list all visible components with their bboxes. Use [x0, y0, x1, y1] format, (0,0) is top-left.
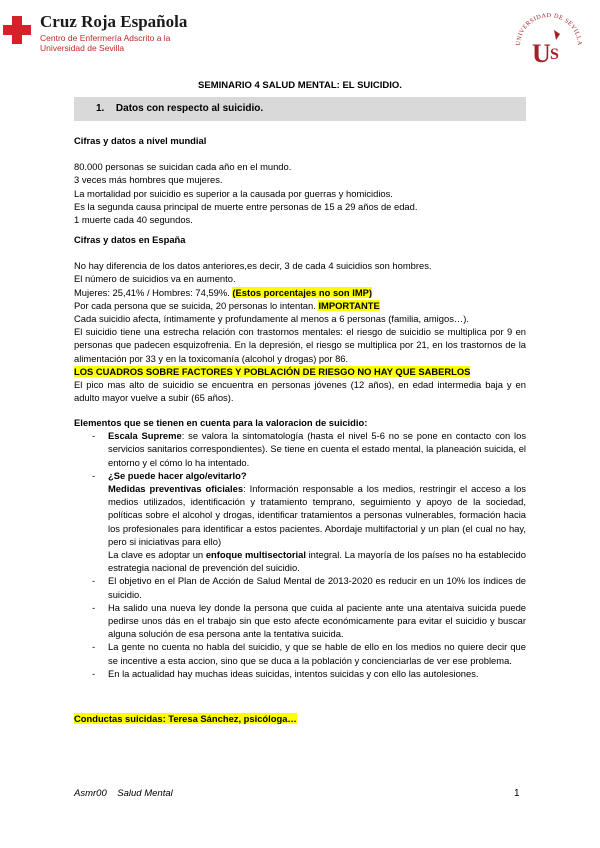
list-item: - El objetivo en el Plan de Acción de Salud Mental de 2013-2020 es reducir en un 10% los índices de suicidio. [92, 574, 526, 600]
spain-line: No hay diferencia de los datos anteriores,es decir, 3 de cada 4 suicidios son hombres. [74, 260, 432, 272]
document-title: SEMINARIO 4 SALUD MENTAL: EL SUICIDIO. [198, 80, 402, 91]
universidad-de-sevilla-logo [510, 6, 588, 68]
list-item: - Escala Supreme: se valora la sintomatología (hasta el nivel 5-6 no se pone en contacto con los servicios sanitarios correspondientes). Se tiene en cuenta el estado mental, la planeación suicida, el entorno y el cómo lo ha intentado. [92, 429, 526, 469]
list-item: - En la actualidad hay muchas ideas suicidas, intentos suicidas y con ello las autolesiones. [92, 667, 526, 680]
cruz-roja-logo [0, 8, 188, 58]
spain-line: El número de suicidios va en aumento. [74, 273, 236, 285]
spain-line: Por cada persona que se suicida, 20 personas lo intentan. IMPORTANTE [74, 299, 380, 311]
spain-paragraph: El pico mas alto de suicidio se encuentra en personas jóvenes (12 años), en edad intermedia baja y en adulto mayor vuelve a subir (65 años). [74, 379, 526, 404]
assessment-heading: Elementos que se tienen en cuenta para la valoracion de suicidio: [74, 417, 368, 428]
list-item: - ¿Se puede hacer algo/evitarlo? Medidas preventivas oficiales: Información responsable a los medios, restringir el acceso a los medios utilizados, identificación y tratamiento temprano, seguimiento y apoyo de la sociedad, políticas sobre el alcohol y drogas, identificar tratamientos a personas vulnerables, formación hacia los profesionales para identificar a estos pacientes. Abordaje multifactorial y un plan (el cual no hay, pero si iniciativas para ello) La clave es adoptar un enfoque multisectorial integral. La mayoría de los países no ha establecido estrategia nacional de prevención del suicidio. [92, 469, 526, 575]
highlight-warning: LOS CUADROS SOBRE FACTORES Y POBLACIÓN DE RIESGO NO HAY QUE SABERLOS [74, 365, 471, 377]
spain-line: Cada suicidio afecta, íntimamente y profundamente al menos a 6 personas (familia, amigos…). [74, 313, 469, 325]
conducts-highlight: Conductas suicidas: Teresa Sánchez, psicóloga… [74, 713, 297, 724]
org-name: Cruz Roja Española [40, 12, 188, 31]
world-line: 1 muerte cada 40 segundos. [74, 214, 193, 226]
spain-line: Mujeres: 25,41% / Hombres: 74,59%. (Estos porcentajes no son IMP) [74, 286, 373, 298]
highlight-important: IMPORTANTE [318, 299, 380, 311]
world-line: 80.000 personas se suicidan cada año en el mundo. [74, 161, 292, 173]
page-number: 1 [514, 788, 520, 799]
assessment-section [74, 416, 526, 680]
spain-line [74, 365, 526, 378]
conducts-line [74, 712, 526, 725]
section-heading: 1. Datos con respecto al suicidio. [96, 103, 264, 114]
world-line: La mortalidad por suicidio es superior a la causada por guerras y homicidios. [74, 187, 393, 199]
spain-heading: Cifras y datos en España [74, 234, 186, 245]
highlight-note: (Estos porcentajes no son IMP) [232, 286, 373, 298]
world-line: Es la segunda causa principal de muerte entre personas de 15 a 29 años de edad. [74, 200, 418, 212]
assessment-list [92, 429, 526, 680]
org-subtitle: Centro de Enfermería Adscrito a la Universidad de Sevilla [40, 33, 171, 53]
list-item: - Ha salido una nueva ley donde la persona que cuida al paciente ante una atentaiva suicida puede pedirse unos dás en el trabajo sin que esto afecte económicamente para evitar el suicidio y buscar alguna solución de esa persona ante la tentativa suicida. [92, 601, 526, 641]
university-logo-text: UNIVERSIDAD DE SEVILLA [514, 11, 584, 46]
spain-paragraph: El suicidio tiene una estrecha relación con trastornos mentales: el riesgo de suicidio se multiplica por 9 en personas que padecen esquizofrenia. En la depresión, el riesgo se multiplica por 21, en los trastornos de la alimentación por 33 y en la toxicomanía (alcohol y drogas) por 86. [74, 326, 526, 364]
svg-text:U: U [532, 39, 551, 68]
svg-text:S: S [550, 46, 559, 63]
section-heading-bar [74, 97, 526, 121]
world-line: 3 veces más hombres que mujeres. [74, 174, 223, 186]
footer-author: Asmr00 Salud Mental [74, 788, 173, 799]
red-cross-icon [3, 16, 31, 44]
spain-section [74, 233, 526, 404]
list-item: - La gente no cuenta no habla del suicidio, y que se hable de ello en los medios no quiere decir que se incentive a esta accion, sino que se duca a la población y concienciarlas de ver ese problema. [92, 640, 526, 666]
world-section [74, 134, 526, 226]
world-heading: Cifras y datos a nivel mundial [74, 135, 207, 146]
